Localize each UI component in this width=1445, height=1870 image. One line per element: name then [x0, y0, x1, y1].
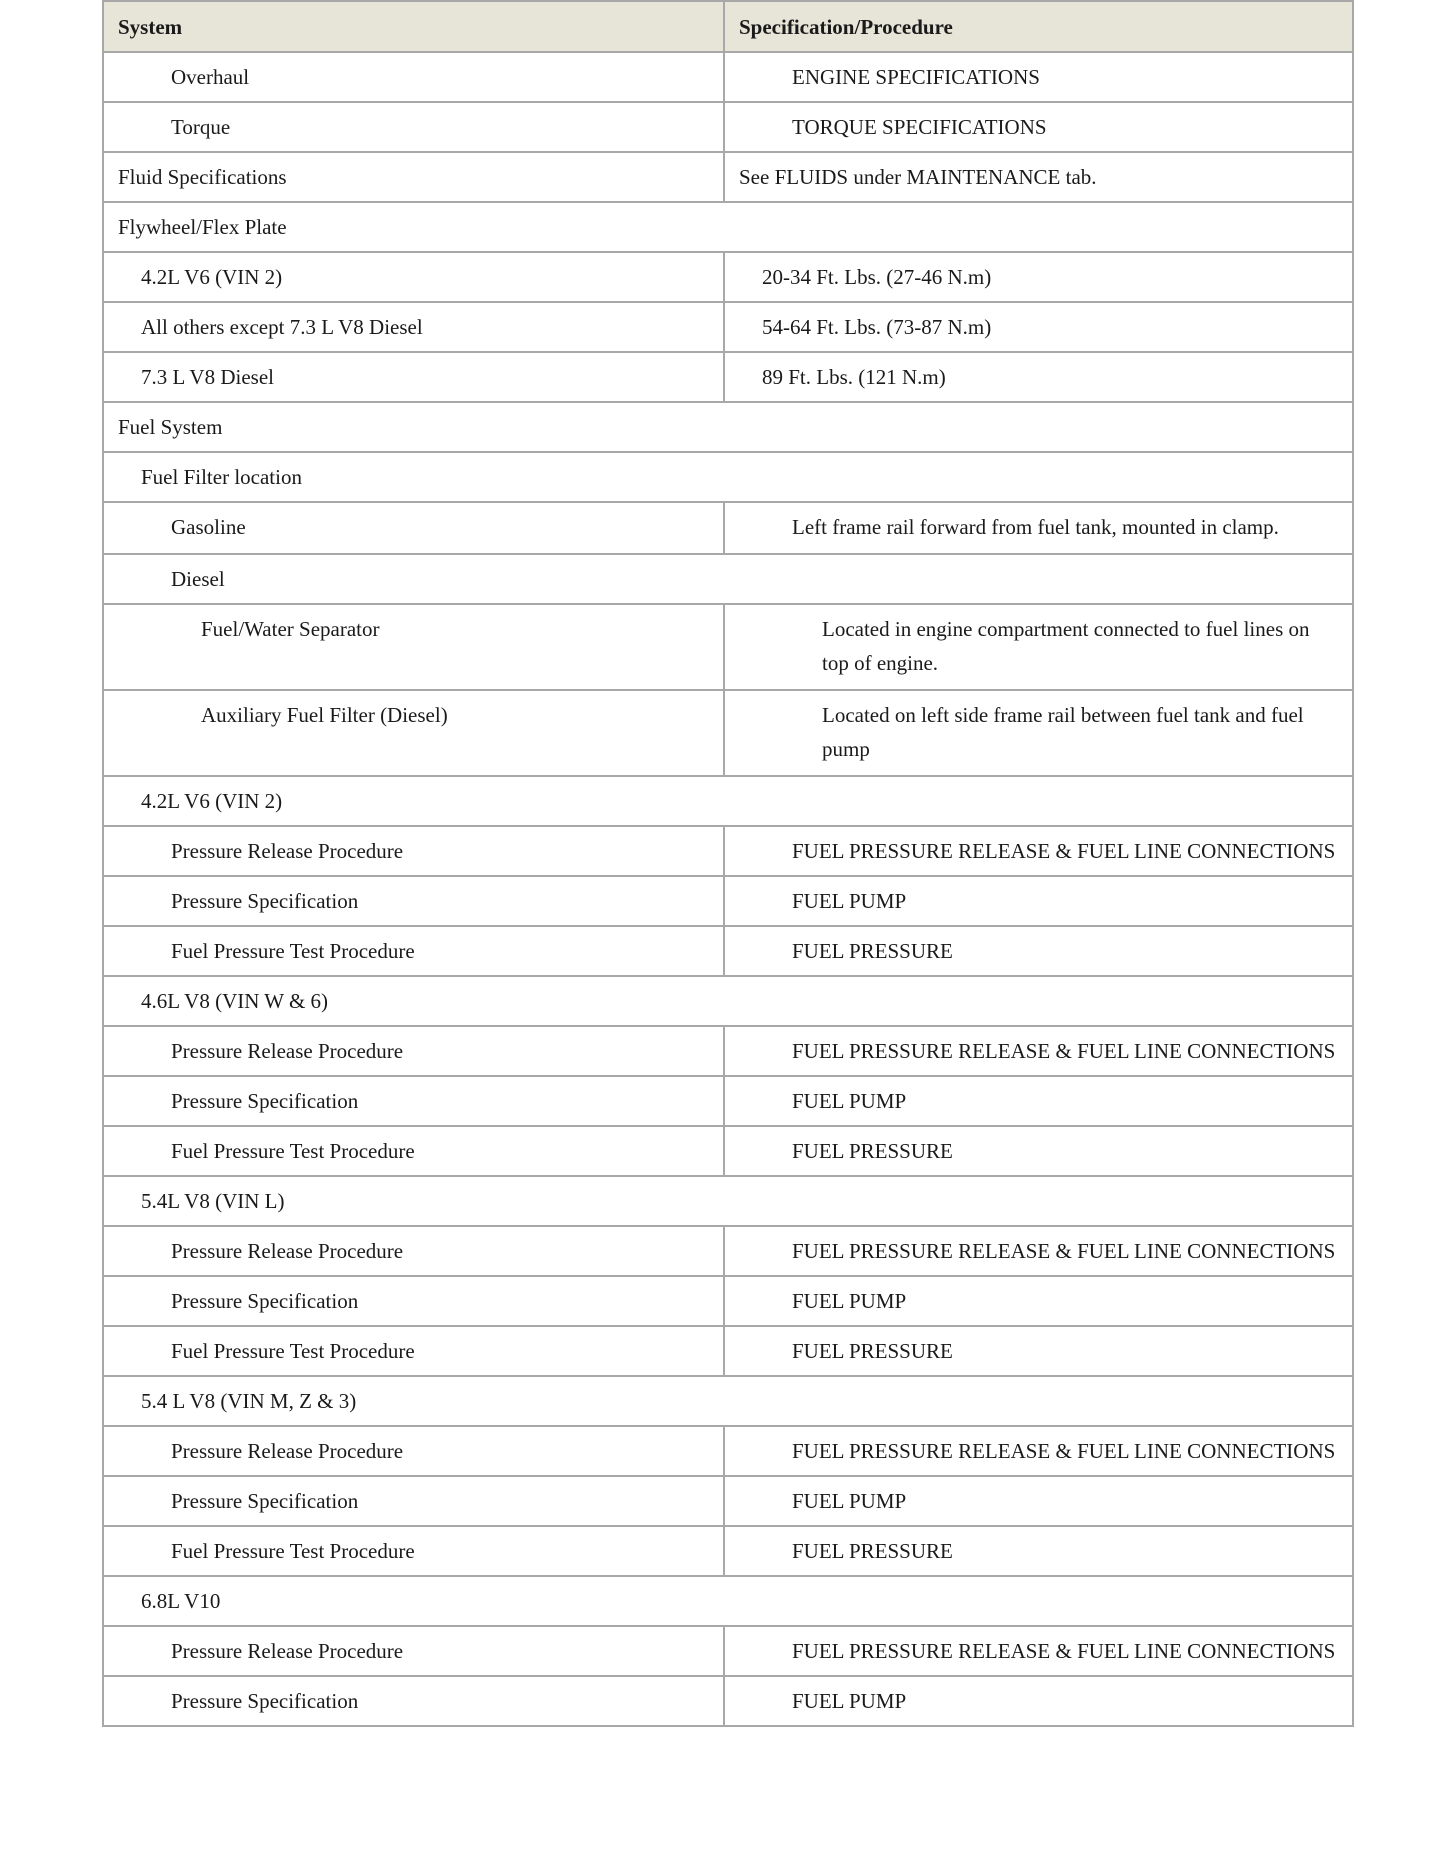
table-row [103, 1676, 1353, 1726]
system-cell: Pressure Release Procedure [103, 826, 724, 876]
specification-cell: FUEL PUMP [724, 1076, 1353, 1126]
table-row [103, 1526, 1353, 1576]
table-row [103, 1226, 1353, 1276]
table-row [103, 1076, 1353, 1126]
table-row [103, 252, 1353, 302]
specification-cell: See FLUIDS under MAINTENANCE tab. [724, 152, 1353, 202]
system-cell: 7.3 L V8 Diesel [103, 352, 724, 402]
section-label: Fuel Filter location [103, 452, 1353, 502]
specification-cell: FUEL PRESSURE RELEASE & FUEL LINE CONNECTIONS [724, 1026, 1353, 1076]
specification-cell: FUEL PUMP [724, 1476, 1353, 1526]
table-row [103, 1626, 1353, 1676]
table-row [103, 826, 1353, 876]
specification-cell: FUEL PRESSURE [724, 1126, 1353, 1176]
section-row [103, 202, 1353, 252]
system-cell: Overhaul [103, 52, 724, 102]
system-cell: All others except 7.3 L V8 Diesel [103, 302, 724, 352]
table-row [103, 152, 1353, 202]
section-label: Diesel [103, 554, 1353, 604]
table-header [103, 1, 1353, 52]
table-row [103, 1126, 1353, 1176]
table-row [103, 1026, 1353, 1076]
system-cell: Pressure Specification [103, 876, 724, 926]
system-cell: Fuel Pressure Test Procedure [103, 1126, 724, 1176]
specification-cell: Located in engine compartment connected to fuel lines on top of engine. [724, 604, 1353, 690]
system-cell: Fuel Pressure Test Procedure [103, 1326, 724, 1376]
system-cell: Fluid Specifications [103, 152, 724, 202]
specification-cell: FUEL PUMP [724, 876, 1353, 926]
section-row [103, 1376, 1353, 1426]
specification-cell: 54-64 Ft. Lbs. (73-87 N.m) [724, 302, 1353, 352]
system-cell: Gasoline [103, 502, 724, 554]
table-row [103, 1426, 1353, 1476]
system-cell: Pressure Release Procedure [103, 1626, 724, 1676]
section-row [103, 976, 1353, 1026]
specification-cell: FUEL PRESSURE RELEASE & FUEL LINE CONNECTIONS [724, 1626, 1353, 1676]
section-row [103, 452, 1353, 502]
section-label: Flywheel/Flex Plate [103, 202, 1353, 252]
system-cell: 4.2L V6 (VIN 2) [103, 252, 724, 302]
section-label: 5.4 L V8 (VIN M, Z & 3) [103, 1376, 1353, 1426]
section-row [103, 554, 1353, 604]
table-row [103, 502, 1353, 554]
table-row [103, 52, 1353, 102]
specification-cell: 89 Ft. Lbs. (121 N.m) [724, 352, 1353, 402]
table-row [103, 1476, 1353, 1526]
section-row [103, 1176, 1353, 1226]
system-cell: Torque [103, 102, 724, 152]
system-cell: Pressure Specification [103, 1676, 724, 1726]
table-row [103, 352, 1353, 402]
system-cell: Pressure Specification [103, 1076, 724, 1126]
specification-cell: Located on left side frame rail between fuel tank and fuel pump [724, 690, 1353, 776]
section-label: Fuel System [103, 402, 1353, 452]
section-label: 4.2L V6 (VIN 2) [103, 776, 1353, 826]
column-header-specification: Specification/Procedure [724, 1, 1353, 52]
system-cell: Fuel Pressure Test Procedure [103, 926, 724, 976]
specification-cell: 20-34 Ft. Lbs. (27-46 N.m) [724, 252, 1353, 302]
table-row [103, 1326, 1353, 1376]
specification-cell: FUEL PRESSURE RELEASE & FUEL LINE CONNECTIONS [724, 1226, 1353, 1276]
system-cell: Fuel/Water Separator [103, 604, 724, 690]
table-body [103, 52, 1353, 1726]
section-row [103, 402, 1353, 452]
system-cell: Auxiliary Fuel Filter (Diesel) [103, 690, 724, 776]
system-cell: Pressure Specification [103, 1476, 724, 1526]
table-row [103, 690, 1353, 776]
header-row [103, 1, 1353, 52]
specification-cell: FUEL PUMP [724, 1276, 1353, 1326]
specification-cell: ENGINE SPECIFICATIONS [724, 52, 1353, 102]
specification-cell: TORQUE SPECIFICATIONS [724, 102, 1353, 152]
spec-table [102, 0, 1354, 1727]
section-label: 5.4L V8 (VIN L) [103, 1176, 1353, 1226]
specification-cell: FUEL PRESSURE RELEASE & FUEL LINE CONNECTIONS [724, 1426, 1353, 1476]
table-row [103, 1276, 1353, 1326]
table-row [103, 302, 1353, 352]
table-row [103, 876, 1353, 926]
system-cell: Pressure Specification [103, 1276, 724, 1326]
table-row [103, 604, 1353, 690]
table-row [103, 926, 1353, 976]
specification-cell: FUEL PRESSURE [724, 926, 1353, 976]
section-row [103, 1576, 1353, 1626]
section-label: 6.8L V10 [103, 1576, 1353, 1626]
system-cell: Pressure Release Procedure [103, 1026, 724, 1076]
specification-cell: FUEL PRESSURE [724, 1526, 1353, 1576]
section-label: 4.6L V8 (VIN W & 6) [103, 976, 1353, 1026]
specification-cell: FUEL PUMP [724, 1676, 1353, 1726]
system-cell: Fuel Pressure Test Procedure [103, 1526, 724, 1576]
specification-cell: FUEL PRESSURE [724, 1326, 1353, 1376]
specification-cell: FUEL PRESSURE RELEASE & FUEL LINE CONNECTIONS [724, 826, 1353, 876]
section-row [103, 776, 1353, 826]
column-header-system: System [103, 1, 724, 52]
table-row [103, 102, 1353, 152]
system-cell: Pressure Release Procedure [103, 1226, 724, 1276]
system-cell: Pressure Release Procedure [103, 1426, 724, 1476]
specification-cell: Left frame rail forward from fuel tank, mounted in clamp. [724, 502, 1353, 554]
